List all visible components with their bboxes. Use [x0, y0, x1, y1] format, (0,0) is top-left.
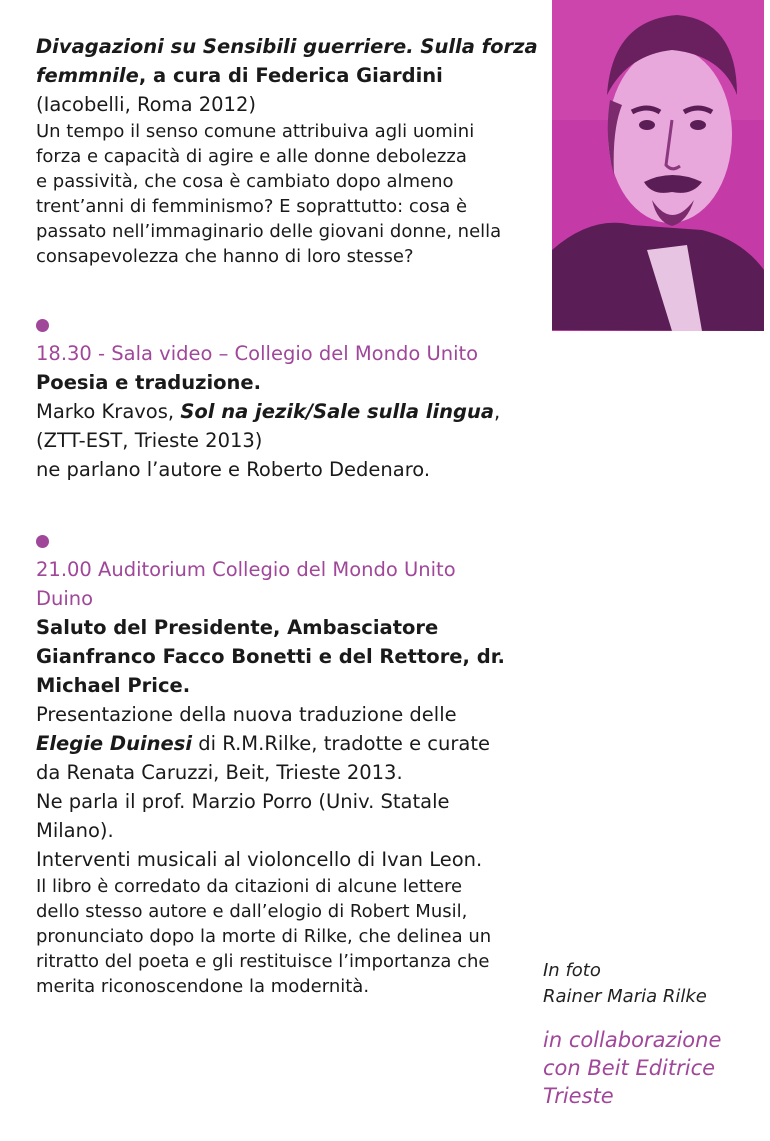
event1-book — [36, 397, 556, 426]
event2-note-line: dello stesso autore e dall’elogio di Robert Musil, — [36, 901, 468, 922]
elegie-title: Elegie Duinesi — [36, 732, 193, 755]
event2-presentation-line: Presentazione della nuova traduzione delle — [36, 703, 457, 726]
event-2100-section — [36, 535, 546, 999]
rilke-portrait-photo — [552, 0, 764, 331]
event1-time-place: 18.30 - Sala video – Collegio del Mondo Unito — [36, 342, 479, 365]
event2-note-line: ritratto del poeta e gli restituisce l’importanza che — [36, 951, 490, 972]
book1-desc-line: e passività, che cosa è cambiato dopo almeno — [36, 171, 454, 192]
event2-presentation-title-line — [36, 729, 546, 758]
event2-speaker-line: Ne parla il prof. Marzio Porro (Univ. Statale — [36, 790, 450, 813]
book1-title — [36, 32, 546, 90]
event2-presentation-tail: di R.M.Rilke, tradotte e curate — [192, 732, 490, 755]
book1-title-italic: Divagazioni su Sensibili guerriere. Sulla forza femmnile — [36, 35, 538, 87]
event2-note-line: Il libro è corredato da citazioni di alcune lettere — [36, 876, 463, 897]
bullet-dot-icon — [36, 319, 49, 332]
portrait-illustration — [552, 0, 764, 331]
event2-location: Duino — [36, 587, 94, 610]
book1-title-tail: , a cura di Federica Giardini — [138, 64, 443, 87]
event2-music: Interventi musicali al violoncello di Ivan Leon. — [36, 848, 483, 871]
event2-greeting-line: Gianfranco Facco Bonetti e del Rettore, dr. — [36, 645, 505, 668]
event2-presentation-line: da Renata Caruzzi, Beit, Trieste 2013. — [36, 761, 403, 784]
book1-publisher: (Iacobelli, Roma 2012) — [36, 93, 256, 116]
event2-speaker-line: Milano). — [36, 819, 114, 842]
collab-line: in collaborazione — [543, 1028, 722, 1052]
collaboration-credit — [543, 1026, 721, 1110]
event1-author: Marko Kravos, — [36, 400, 181, 423]
event2-time-place: 21.00 Auditorium Collegio del Mondo Unito — [36, 558, 456, 581]
book1-description — [36, 119, 546, 269]
photo-caption — [543, 958, 707, 1010]
event1-heading: Poesia e traduzione. — [36, 371, 262, 394]
event2-note-line: pronunciato dopo la morte di Rilke, che delinea un — [36, 926, 492, 947]
book1-desc-line: consapevolezza che hanno di loro stesse? — [36, 246, 414, 267]
caption-line: In foto — [543, 960, 601, 981]
book1-desc-line: Un tempo il senso comune attribuiva agli uomini — [36, 121, 475, 142]
event2-greeting-line: Saluto del Presidente, Ambasciatore — [36, 616, 439, 639]
event2-greeting-line: Michael Price. — [36, 674, 191, 697]
book1-desc-line: trent’anni di femminismo? E soprattutto: cosa è — [36, 196, 468, 217]
event1-book-title: Sol na jezik/Sale sulla lingua — [180, 400, 495, 423]
bullet-dot-icon — [36, 535, 49, 548]
event1-publisher: (ZTT-EST, Trieste 2013) — [36, 429, 263, 452]
collab-line: con Beit Editrice — [543, 1056, 716, 1080]
book1-section — [36, 32, 546, 269]
event2-note — [36, 874, 546, 999]
book1-desc-line: forza e capacità di agire e alle donne debolezza — [36, 146, 467, 167]
event2-note-line: merita riconoscendone la modernità. — [36, 976, 370, 997]
event-1830-section — [36, 319, 556, 484]
event1-comma: , — [494, 400, 501, 423]
book1-desc-line: passato nell’immaginario delle giovani donne, nella — [36, 221, 502, 242]
collab-line: Trieste — [543, 1084, 614, 1108]
event1-speakers: ne parlano l’autore e Roberto Dedenaro. — [36, 458, 431, 481]
caption-photo-subject: Rainer Maria Rilke — [543, 986, 707, 1007]
